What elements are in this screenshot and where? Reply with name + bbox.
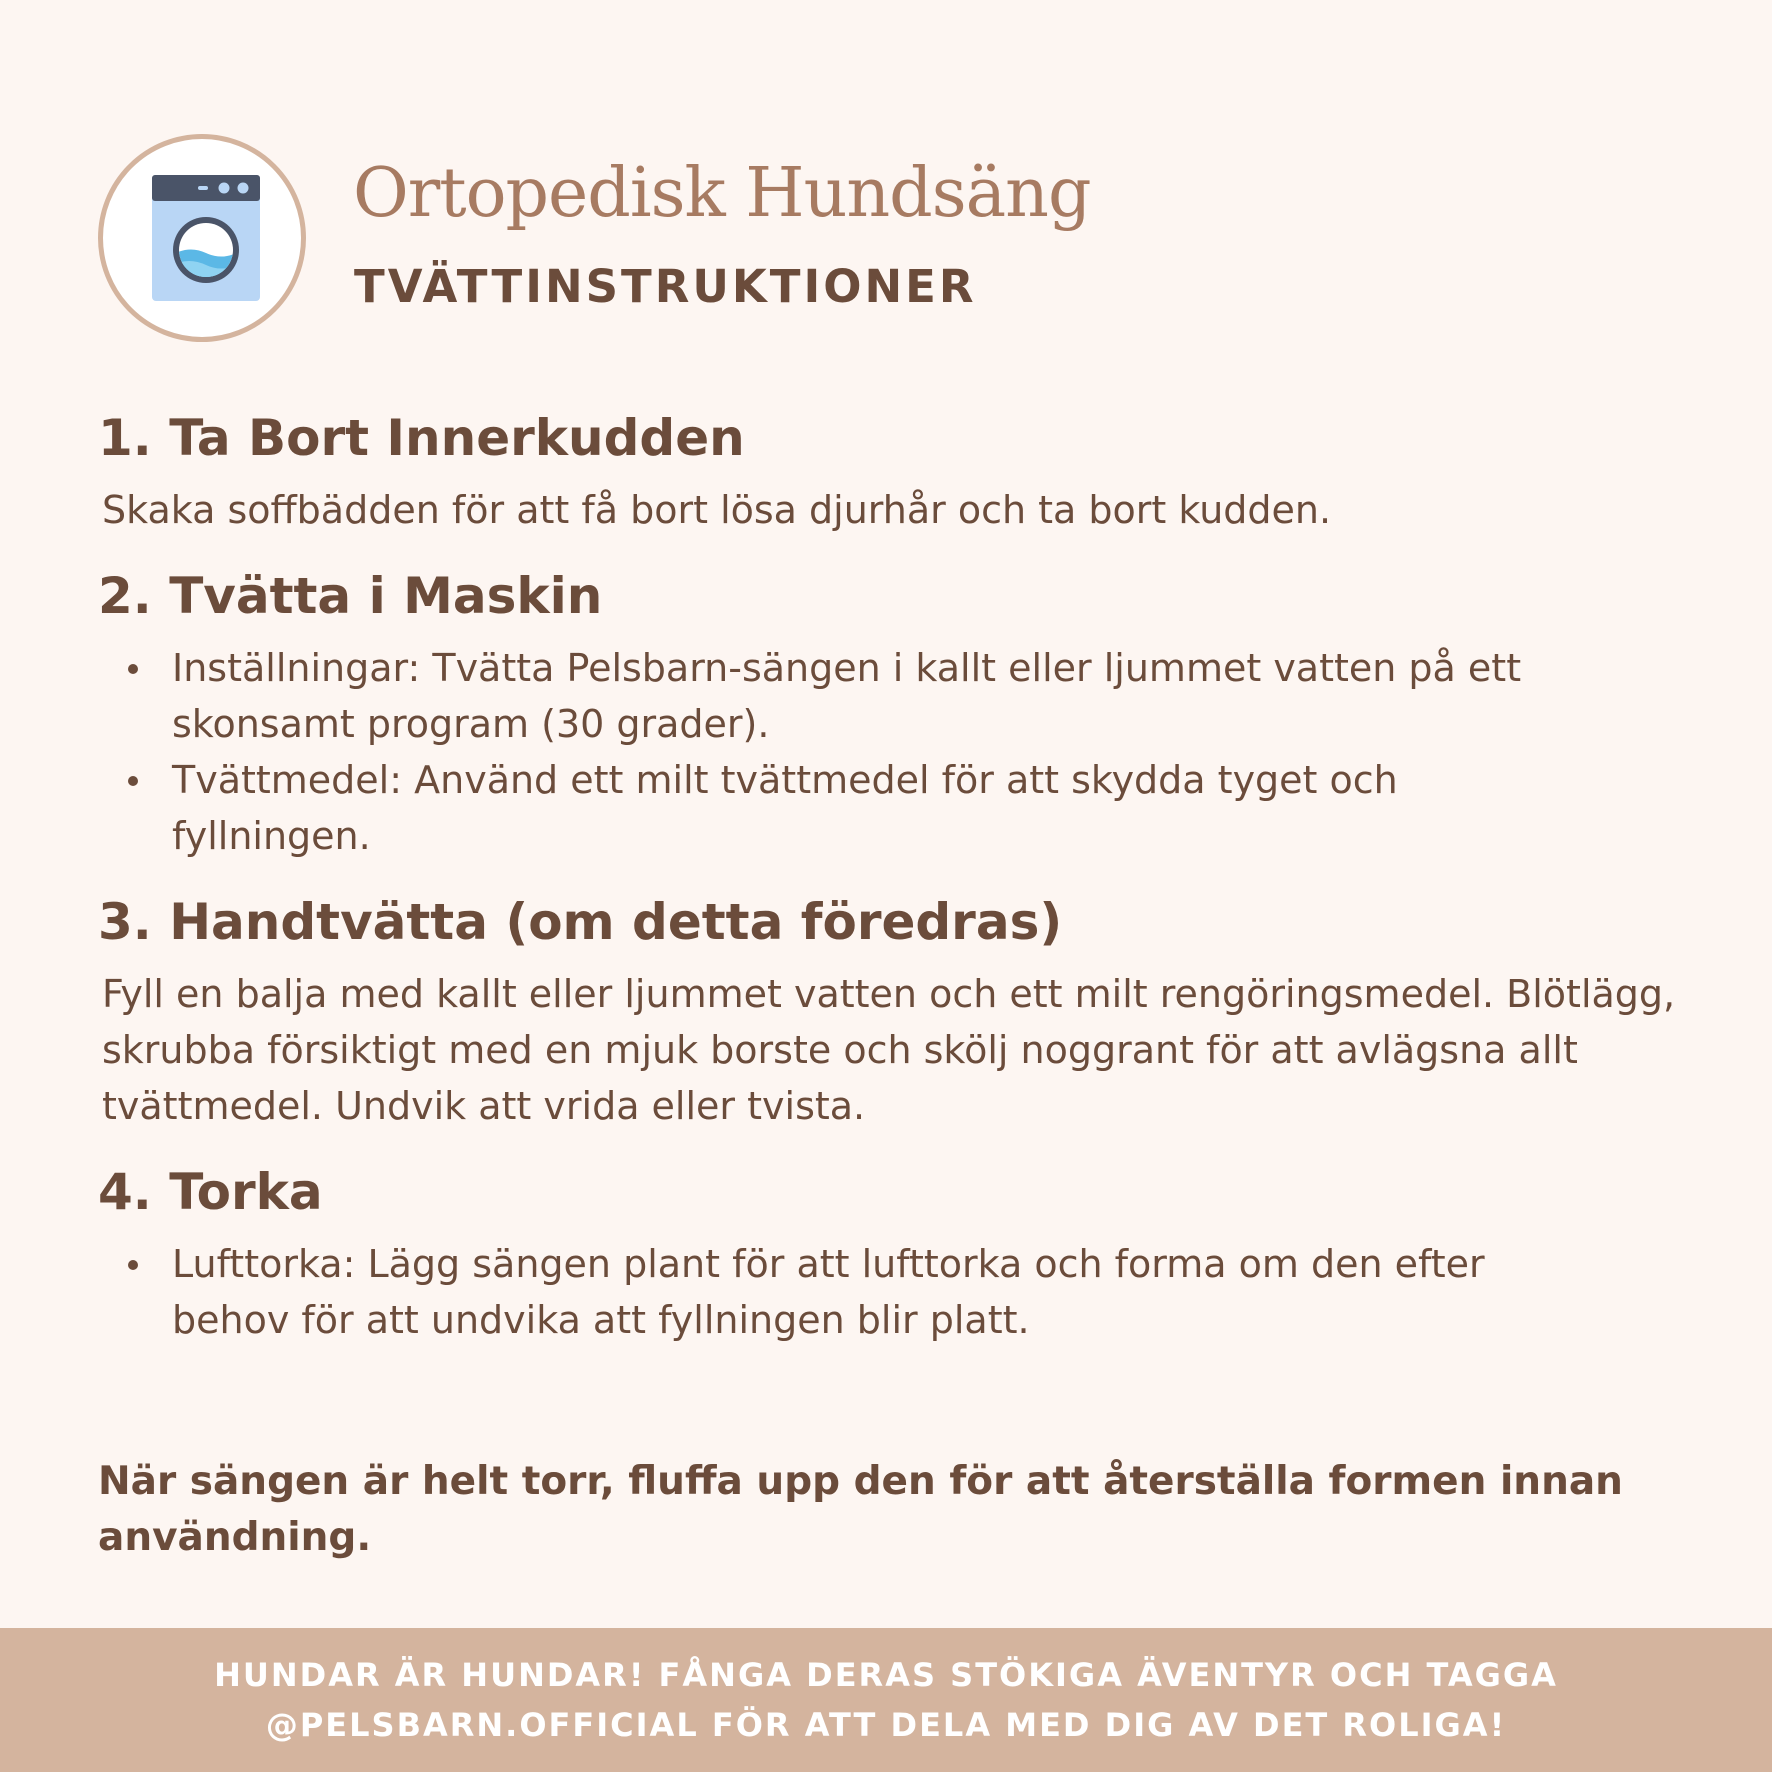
bullet-list	[98, 1236, 1698, 1348]
footer-line: HUNDAR ÄR HUNDAR! FÅNGA DERAS STÖKIGA ÄVENTYR OCH TAGGA	[214, 1656, 1558, 1694]
page-subtitle: TVÄTTINSTRUKTIONER	[354, 260, 977, 313]
section-heading: 4. Torka	[98, 1163, 323, 1221]
washing-machine-icon	[98, 134, 306, 342]
footer-banner	[0, 1628, 1772, 1772]
instructions	[98, 408, 1698, 1376]
section-heading: 3. Handtvätta (om detta föredras)	[98, 893, 1063, 951]
section-remove-cushion	[98, 408, 1698, 538]
section-machine-wash	[98, 566, 1698, 864]
list-item: Tvättmedel: Använd ett milt tvättmedel för att skydda tyget och fyllningen.	[98, 752, 1592, 864]
section-dry	[98, 1162, 1698, 1348]
section-heading: 1. Ta Bort Innerkudden	[98, 409, 745, 467]
closing-note: När sängen är helt torr, fluffa upp den för att återställa formen innan användning.	[98, 1459, 1623, 1560]
section-heading: 2. Tvätta i Maskin	[98, 567, 603, 625]
list-item: Lufttorka: Lägg sängen plant för att lufttorka och forma om den efter behov för att undvika att fyllningen blir platt.	[98, 1236, 1592, 1348]
list-item: Inställningar: Tvätta Pelsbarn-sängen i kallt eller ljummet vatten på ett skonsamt program (30 grader).	[98, 640, 1592, 752]
page-title: Ortopedisk Hundsäng	[353, 154, 1091, 233]
footer-line: @PELSBARN.OFFICIAL FÖR ATT DELA MED DIG AV DET ROLIGA!	[265, 1706, 1507, 1744]
bullet-list	[98, 640, 1698, 864]
section-text: Fyll en balja med kallt eller ljummet vatten och ett milt rengöringsmedel. Blötlägg, skrubba försiktigt med en mjuk borste och skölj noggrant för att avlägsna allt tvättmedel. Undvik att vrida eller tvista.	[102, 972, 1676, 1128]
section-text: Skaka soffbädden för att få bort lösa djurhår och ta bort kudden.	[102, 488, 1332, 532]
header	[98, 134, 1598, 350]
section-hand-wash	[98, 892, 1698, 1134]
